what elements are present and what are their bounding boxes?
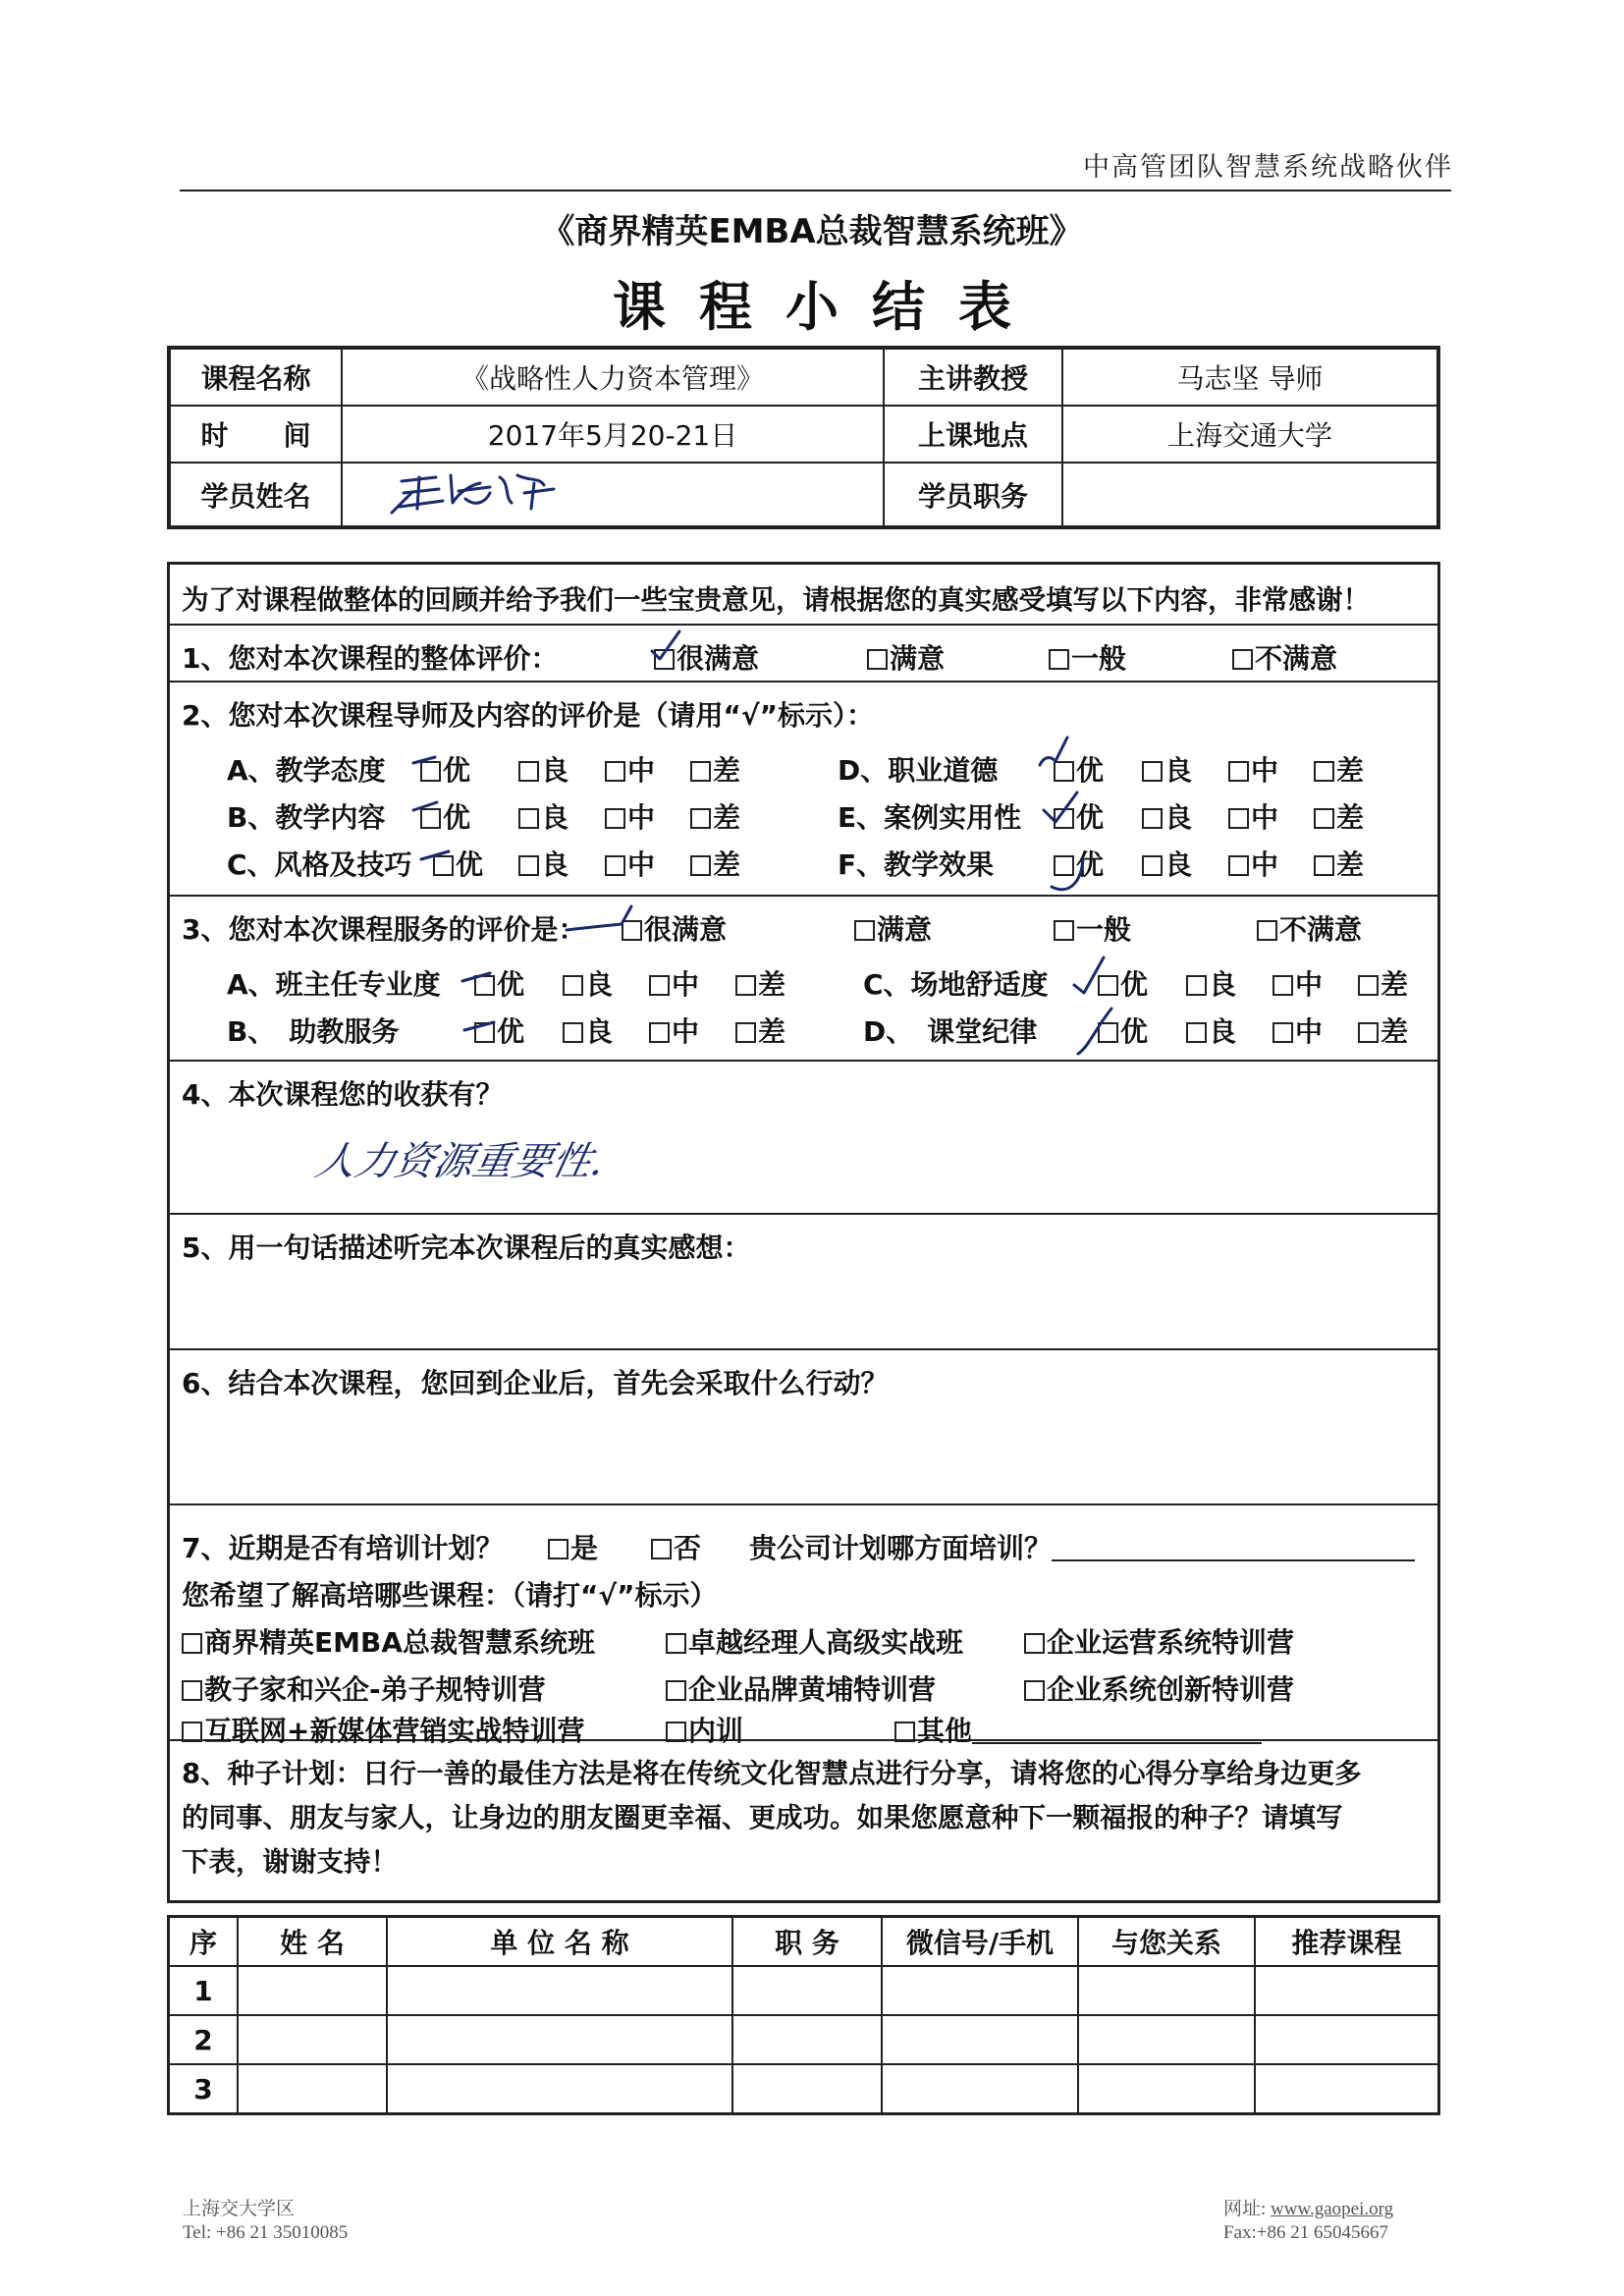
course-option[interactable] — [1024, 1668, 1294, 1708]
q7-section — [170, 1505, 1437, 1747]
grade-label: 差 — [1380, 1015, 1409, 1048]
grade-label: 良 — [541, 801, 569, 834]
grade-good[interactable] — [518, 844, 568, 883]
footer-website — [1223, 2198, 1393, 2221]
checkbox-icon[interactable] — [1024, 1680, 1045, 1701]
course-name-label: 课程名称 — [169, 348, 342, 406]
checkbox-icon[interactable] — [1228, 808, 1249, 829]
grade-label: 良 — [1164, 801, 1193, 834]
venue-value[interactable]: 上海交通大学 — [1062, 406, 1438, 463]
grade-poor[interactable] — [690, 844, 740, 883]
check-mark-icon — [563, 902, 641, 942]
grade-label: 差 — [1336, 801, 1365, 834]
student-name-field[interactable] — [342, 463, 884, 527]
grade-good[interactable] — [1142, 844, 1192, 883]
form-title: 课程小结表 — [613, 276, 1045, 338]
table-cell[interactable] — [387, 2064, 732, 2114]
checkbox-icon[interactable] — [1358, 975, 1379, 996]
checkbox-icon[interactable] — [182, 1633, 202, 1654]
lecturer-value[interactable]: 马志坚 导师 — [1062, 348, 1438, 406]
checkbox-icon[interactable] — [1232, 649, 1253, 670]
position-value[interactable] — [1062, 463, 1438, 527]
grade-good[interactable] — [563, 1011, 613, 1050]
checkbox-icon[interactable] — [605, 808, 625, 829]
grade-poor[interactable] — [1314, 844, 1364, 883]
lecturer-label: 主讲教授 — [884, 348, 1062, 406]
student-name-signature — [343, 464, 598, 519]
tagline: 中高管团队智慧系统战略伙伴 — [1083, 152, 1453, 183]
checkbox-icon[interactable] — [1142, 808, 1163, 829]
table-cell[interactable] — [1255, 2015, 1439, 2064]
course-name-value[interactable]: 《战略性人力资本管理》 — [342, 348, 884, 406]
grade-label: 中 — [627, 754, 656, 787]
checkbox-icon[interactable] — [1054, 920, 1074, 941]
checkbox-icon[interactable] — [666, 1722, 686, 1742]
checkbox-icon[interactable] — [690, 761, 711, 782]
row-number: 2 — [169, 2015, 239, 2064]
table-cell[interactable] — [1078, 1966, 1255, 2015]
checkbox-icon[interactable] — [518, 761, 539, 782]
header-divider — [180, 190, 1451, 191]
checkbox-icon[interactable] — [1228, 761, 1249, 782]
table-header-row — [169, 1917, 1439, 1967]
q1-option-label: 很满意 — [677, 642, 760, 675]
grade-poor[interactable] — [1358, 963, 1408, 1003]
q2-item-label: C、风格及技巧 — [227, 848, 412, 881]
q7-no-option[interactable] — [651, 1527, 701, 1566]
grade-label: 良 — [1164, 754, 1193, 787]
checkbox-icon[interactable] — [1257, 920, 1277, 941]
recommendation-table — [167, 1915, 1440, 2115]
grade-label: 优 — [497, 968, 525, 1001]
grade-good[interactable] — [1186, 1011, 1236, 1050]
grade-label: 中 — [627, 801, 656, 834]
checkbox-icon[interactable] — [1228, 855, 1249, 876]
course-option-label: 企业系统创新特训营 — [1047, 1673, 1295, 1706]
position-label: 学员职务 — [884, 463, 1062, 527]
q2-item-label: F、教学效果 — [838, 848, 995, 881]
checkbox-icon[interactable] — [690, 808, 711, 829]
q7-company-question-text: 贵公司计划哪方面培训？ — [749, 1532, 1053, 1564]
q6-question: 6、结合本次课程，您回到企业后，首先会采取什么行动？ — [182, 1367, 889, 1399]
course-option-label: 企业品牌黄埔特训营 — [688, 1673, 937, 1706]
q3-option-average[interactable] — [1054, 908, 1131, 948]
checkbox-icon[interactable] — [649, 1022, 670, 1043]
q3-item-label: A、班主任专业度 — [227, 968, 441, 1001]
q1-option-label: 不满意 — [1255, 642, 1338, 675]
q7-company-answer-line[interactable] — [1052, 1534, 1415, 1561]
grade-label: 良 — [1209, 968, 1237, 1001]
table-cell[interactable] — [1078, 2015, 1255, 2064]
grade-poor[interactable] — [1314, 796, 1364, 836]
check-marks-icon — [1034, 732, 1112, 899]
table-cell[interactable] — [238, 1966, 387, 2015]
table-row — [169, 2015, 1439, 2064]
q7-question: 7、近期是否有培训计划？ — [182, 1532, 504, 1564]
student-name-label: 学员姓名 — [169, 463, 342, 527]
footer-right — [1223, 2198, 1393, 2245]
q1-question: 1、您对本次课程的整体评价： — [182, 642, 559, 675]
column-header: 序 — [169, 1917, 239, 1967]
course-option-label: 教子家和兴企-弟子规特训营 — [204, 1673, 546, 1706]
grade-medium[interactable] — [605, 844, 655, 883]
course-option-label: 企业运营系统特训营 — [1047, 1626, 1295, 1659]
checkbox-icon[interactable] — [735, 1022, 756, 1043]
table-cell[interactable] — [882, 1966, 1078, 2015]
course-option-label: 其他 — [917, 1715, 973, 1747]
course-option-label: 卓越经理人高级实战班 — [688, 1626, 964, 1659]
row-number: 1 — [169, 1966, 239, 2015]
q4-section — [170, 1062, 1437, 1215]
q1-option-label: 一般 — [1071, 642, 1127, 675]
grade-medium[interactable] — [605, 796, 655, 836]
q2-item-label: E、案例实用性 — [838, 801, 1022, 834]
q3-option-label: 很满意 — [644, 913, 728, 946]
grade-medium[interactable] — [605, 749, 655, 789]
intro-section — [170, 565, 1437, 626]
q2-item-label: A、教学态度 — [227, 754, 386, 787]
other-course-line[interactable] — [972, 1717, 1262, 1744]
website-link[interactable]: www.gaopei.org — [1271, 2199, 1394, 2219]
checkbox-icon[interactable] — [1142, 761, 1163, 782]
q8-line: 8、种子计划：日行一善的最佳方法是将在传统文化智慧点进行分享，请将您的心得分享给身边更多 — [182, 1758, 1362, 1789]
grade-label: 优 — [443, 754, 471, 787]
grade-good[interactable] — [518, 796, 568, 836]
course-option[interactable] — [666, 1621, 963, 1661]
checkbox-icon[interactable] — [894, 1722, 915, 1742]
q4-answer-handwriting[interactable]: 人力资源重要性. — [311, 1139, 609, 1184]
checkbox-icon[interactable] — [1186, 1022, 1207, 1043]
checkbox-icon[interactable] — [605, 761, 625, 782]
grade-label: 良 — [585, 968, 614, 1001]
column-header: 微信号/手机 — [882, 1917, 1078, 1967]
course-info-table — [167, 346, 1440, 529]
q2-section — [170, 683, 1437, 897]
q7-company-question — [749, 1527, 1415, 1566]
q7-no-label: 否 — [674, 1532, 702, 1564]
grade-good[interactable] — [1142, 749, 1192, 789]
row-number: 3 — [169, 2064, 239, 2114]
column-header: 单 位 名 称 — [387, 1917, 732, 1967]
grade-medium[interactable] — [1272, 1011, 1323, 1050]
table-cell[interactable] — [238, 2015, 387, 2064]
column-header: 推荐课程 — [1255, 1917, 1439, 1967]
grade-good[interactable] — [518, 749, 568, 789]
grade-label: 优 — [1120, 1015, 1149, 1048]
checkbox-icon[interactable] — [1272, 1022, 1293, 1043]
q8-line: 的同事、朋友与家人，让身边的朋友圈更幸福、更成功。如果您愿意种下一颗福报的种子？请填写 — [182, 1802, 1343, 1833]
grade-poor[interactable] — [690, 796, 740, 836]
grade-good[interactable] — [563, 963, 613, 1003]
q3-question: 3、您对本次课程服务的评价是： — [182, 913, 586, 946]
table-cell[interactable] — [387, 1966, 732, 2015]
q7-courses-question: 您希望了解高培哪些课程：（请打“√”标示） — [182, 1579, 718, 1612]
grade-label: 中 — [1251, 848, 1279, 881]
q3-option-label: 一般 — [1076, 913, 1132, 946]
checkbox-icon[interactable] — [563, 1022, 583, 1043]
footer-left — [183, 2198, 348, 2245]
grade-poor[interactable] — [735, 963, 785, 1003]
checkbox-icon[interactable] — [518, 855, 539, 876]
q7-yes-option[interactable] — [548, 1527, 598, 1566]
table-cell[interactable] — [1255, 2064, 1439, 2114]
checkbox-icon[interactable] — [666, 1680, 686, 1701]
grade-label: 差 — [713, 848, 741, 881]
checkbox-icon[interactable] — [563, 975, 583, 996]
course-option-label: 内训 — [688, 1715, 744, 1747]
grade-medium[interactable] — [1228, 796, 1278, 836]
checkbox-icon[interactable] — [854, 920, 875, 941]
table-row — [169, 2064, 1439, 2114]
venue-label: 上课地点 — [884, 406, 1062, 463]
grade-label: 差 — [1380, 968, 1409, 1001]
checkbox-icon[interactable] — [605, 855, 625, 876]
q8-section — [170, 1741, 1437, 1906]
grade-poor[interactable] — [1314, 749, 1364, 789]
check-mark-icon — [646, 628, 685, 667]
column-header: 与您关系 — [1078, 1917, 1255, 1967]
checkbox-icon[interactable] — [735, 975, 756, 996]
grade-label: 良 — [541, 848, 569, 881]
checkbox-icon[interactable] — [1314, 761, 1334, 782]
grade-label: 差 — [713, 754, 741, 787]
q1-option-average[interactable] — [1049, 637, 1126, 677]
q6-answer-field[interactable] — [182, 1409, 1419, 1498]
program-title: 《商界精英EMBA总裁智慧系统班》 — [541, 212, 1083, 251]
intro-text: 为了对课程做整体的回顾并给予我们一些宝贵意见，请根据您的真实感受填写以下内容，非常感谢！ — [182, 584, 1370, 616]
course-option[interactable] — [666, 1668, 936, 1708]
grade-label: 差 — [758, 1015, 786, 1048]
survey-box — [167, 562, 1440, 1903]
checkbox-icon[interactable] — [1358, 1022, 1379, 1043]
check-marks-icon — [1068, 950, 1127, 1058]
checkbox-icon[interactable] — [1314, 855, 1334, 876]
q1-option-label: 满意 — [890, 642, 946, 675]
checkbox-icon[interactable] — [1142, 855, 1163, 876]
checkbox-icon[interactable] — [690, 855, 711, 876]
table-cell[interactable] — [1255, 1966, 1439, 2015]
q5-section — [170, 1215, 1437, 1350]
column-header: 职 务 — [732, 1917, 882, 1967]
q1-option-satisfied[interactable] — [867, 637, 945, 677]
grade-label: 良 — [541, 754, 569, 787]
check-marks-icon — [406, 743, 464, 891]
footer-fax: Fax:+86 21 65045667 — [1223, 2222, 1388, 2243]
footer-tel: Tel: +86 21 35010085 — [183, 2222, 349, 2243]
checkbox-icon[interactable] — [548, 1539, 568, 1559]
grade-label: 优 — [456, 848, 484, 881]
course-option[interactable] — [182, 1621, 595, 1661]
checkbox-icon[interactable] — [1024, 1633, 1045, 1654]
grade-poor[interactable] — [690, 749, 740, 789]
q2-question: 2、您对本次课程导师及内容的评价是（请用“√”标示）： — [182, 699, 874, 732]
grade-good[interactable] — [1186, 963, 1236, 1003]
grade-label: 差 — [1336, 754, 1365, 787]
grade-label: 优 — [1076, 801, 1105, 834]
q3-option-label: 不满意 — [1279, 913, 1363, 946]
grade-medium[interactable] — [1228, 749, 1278, 789]
q8-line: 下表，谢谢支持！ — [182, 1846, 398, 1878]
table-cell[interactable] — [238, 2064, 387, 2114]
grade-label: 中 — [672, 1015, 700, 1048]
q1-section — [170, 626, 1437, 683]
checkbox-icon[interactable] — [1186, 975, 1207, 996]
grade-label: 良 — [1164, 848, 1193, 881]
q3-option-label: 满意 — [877, 913, 933, 946]
grade-label: 差 — [1336, 848, 1365, 881]
grade-label: 良 — [585, 1015, 614, 1048]
grade-label: 中 — [1251, 801, 1279, 834]
checkbox-icon[interactable] — [867, 649, 888, 670]
time-label: 时 间 — [169, 406, 342, 463]
q2-item-label: D、职业道德 — [838, 754, 999, 787]
footer-website-label: 网址: — [1223, 2199, 1267, 2219]
grade-label: 中 — [1295, 968, 1324, 1001]
checkbox-icon[interactable] — [1314, 808, 1334, 829]
q5-answer-field[interactable] — [182, 1274, 1419, 1342]
table-cell[interactable] — [882, 2064, 1078, 2114]
table-row — [169, 1966, 1439, 2015]
table-cell[interactable] — [732, 2015, 882, 2064]
checkbox-icon[interactable] — [651, 1539, 672, 1559]
grade-medium[interactable] — [1272, 963, 1323, 1003]
grade-good[interactable] — [1142, 796, 1192, 836]
course-option-label: 互联网+新媒体营销实战特训营 — [204, 1715, 585, 1747]
table-cell[interactable] — [732, 2064, 882, 2114]
grade-medium[interactable] — [649, 963, 699, 1003]
grade-label: 中 — [1295, 1015, 1324, 1048]
table-cell[interactable] — [882, 2015, 1078, 2064]
grade-label: 中 — [672, 968, 700, 1001]
q3-option-satisfied[interactable] — [854, 908, 932, 948]
course-option-label: 商界精英EMBA总裁智慧系统班 — [204, 1626, 596, 1659]
grade-label: 差 — [713, 801, 741, 834]
grade-poor[interactable] — [735, 1011, 785, 1050]
checkbox-icon[interactable] — [1049, 649, 1069, 670]
column-header: 姓 名 — [238, 1917, 387, 1967]
course-option[interactable] — [182, 1668, 546, 1708]
grade-label: 差 — [758, 968, 786, 1001]
checkbox-icon[interactable] — [1272, 975, 1293, 996]
q1-option-unsatisfied[interactable] — [1232, 637, 1337, 677]
table-cell[interactable] — [1078, 2064, 1255, 2114]
q4-question: 4、本次课程您的收获有？ — [182, 1078, 504, 1111]
grade-label: 中 — [627, 848, 656, 881]
q6-section — [170, 1350, 1437, 1505]
course-option[interactable] — [1024, 1621, 1294, 1661]
q3-item-label: B、 助教服务 — [227, 1015, 400, 1048]
table-cell[interactable] — [387, 2015, 732, 2064]
checkbox-icon[interactable] — [182, 1680, 202, 1701]
grade-medium[interactable] — [649, 1011, 699, 1050]
grade-label: 优 — [1076, 754, 1105, 787]
q2-item-label: B、教学内容 — [227, 801, 386, 834]
q3-option-unsatisfied[interactable] — [1257, 908, 1362, 948]
checkbox-icon[interactable] — [182, 1722, 202, 1742]
table-cell[interactable] — [732, 1966, 882, 2015]
grade-medium[interactable] — [1228, 844, 1278, 883]
grade-label: 优 — [497, 1015, 525, 1048]
grade-label: 优 — [443, 801, 471, 834]
q3-item-label: C、场地舒适度 — [863, 968, 1049, 1001]
checkbox-icon[interactable] — [666, 1633, 686, 1654]
grade-poor[interactable] — [1358, 1011, 1408, 1050]
checkbox-icon[interactable] — [518, 808, 539, 829]
grade-label: 良 — [1209, 1015, 1237, 1048]
footer-campus: 上海交大学区 — [183, 2199, 296, 2219]
q5-question: 5、用一句话描述听完本次课程后的真实感想： — [182, 1231, 751, 1264]
grade-label: 优 — [1076, 848, 1105, 881]
q7-yes-label: 是 — [570, 1532, 599, 1564]
checkbox-icon[interactable] — [649, 975, 670, 996]
q3-item-label: D、 课堂纪律 — [863, 1015, 1038, 1048]
q3-section — [170, 897, 1437, 1062]
grade-label: 中 — [1251, 754, 1279, 787]
check-marks-icon — [455, 956, 514, 1054]
grade-label: 优 — [1120, 968, 1149, 1001]
time-value[interactable]: 2017年5月20-21日 — [342, 406, 884, 463]
